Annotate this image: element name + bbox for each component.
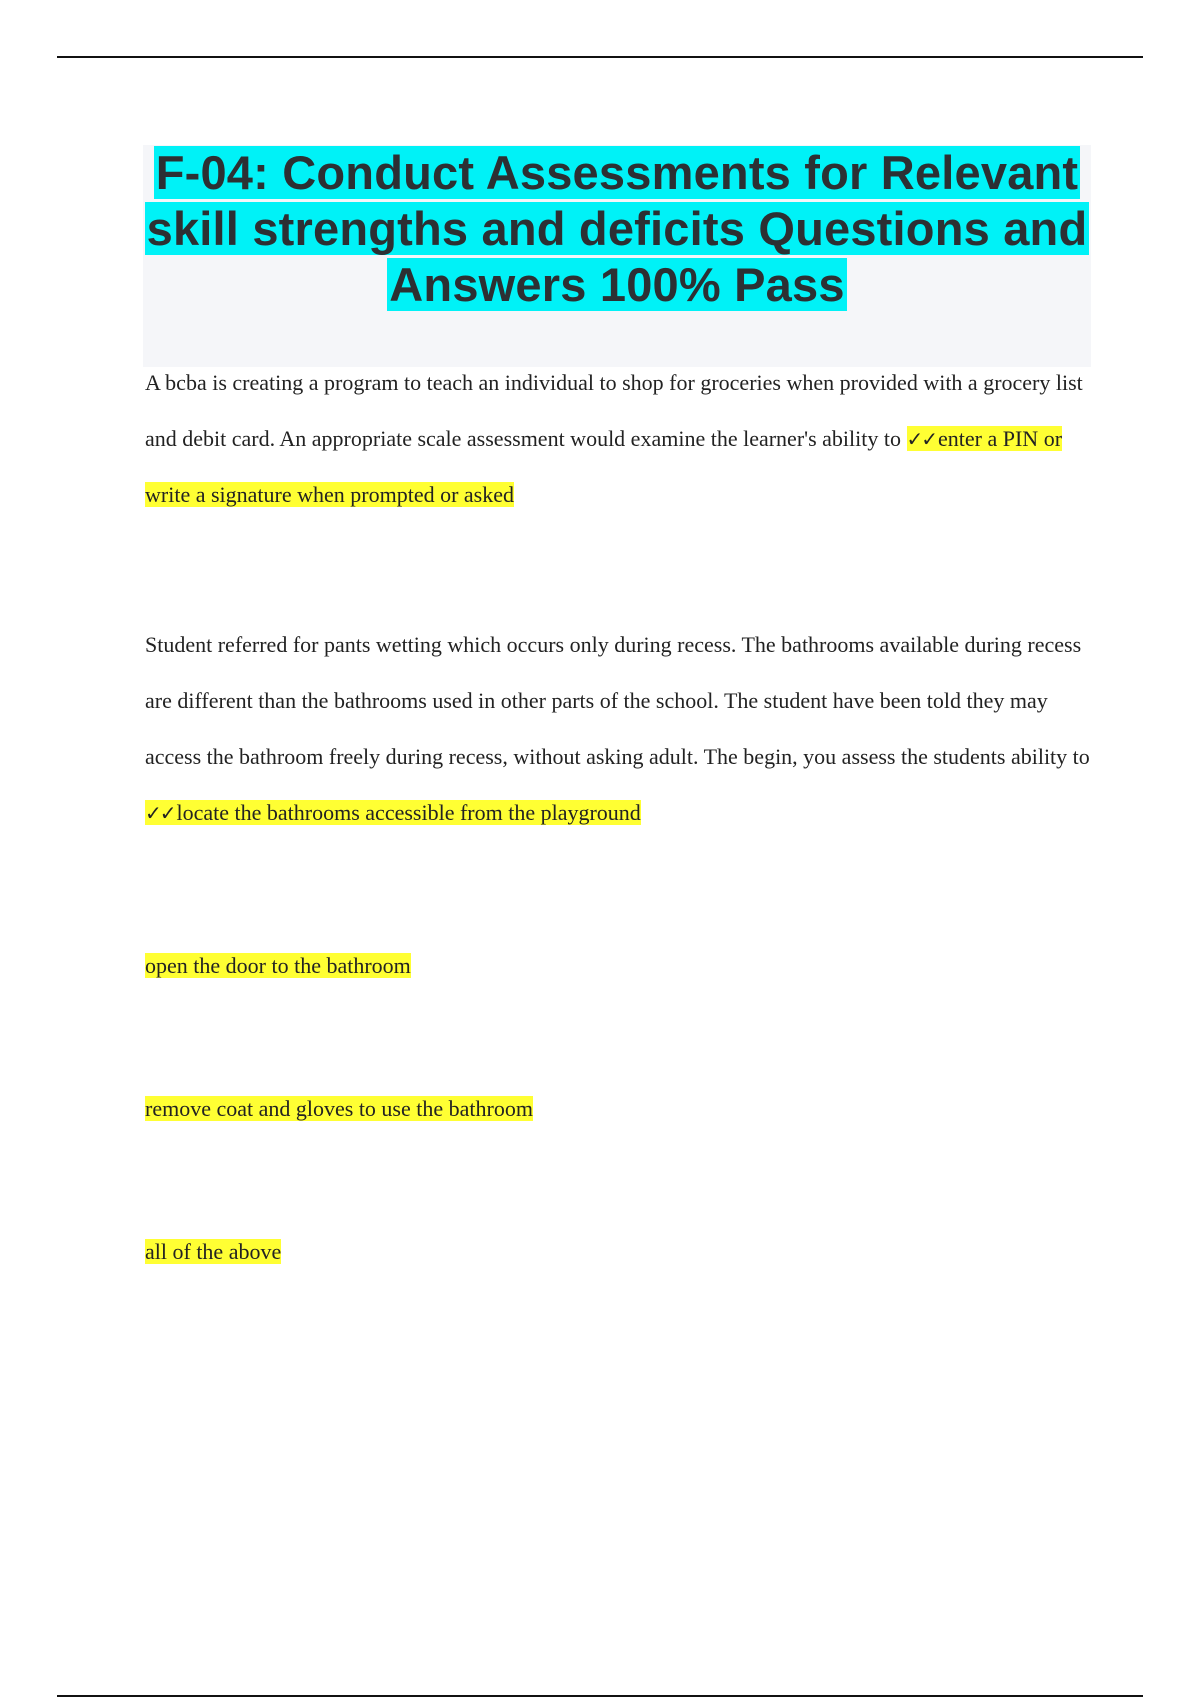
question-2-prompt: Student referred for pants wetting which occurs only during recess. The bathrooms available during recess are different than the bathrooms used in other parts of the school. The student have been told they may access the bathroom freely during recess, without asking adult. The begin, you assess the students ability to [145, 632, 1090, 769]
answer-option-1 [145, 951, 411, 981]
check-mark-icon: ✓✓ [145, 801, 175, 825]
bottom-rule [57, 1695, 1143, 1697]
answer-option-2-text: remove coat and gloves to use the bathroom [145, 1096, 533, 1121]
answer-option-3 [145, 1237, 281, 1267]
question-2 [145, 617, 1105, 841]
title-block [143, 145, 1091, 367]
answer-option-3-text: all of the above [145, 1239, 282, 1264]
question-2-answer [145, 800, 641, 825]
question-1-prompt: A bcba is creating a program to teach an individual to shop for groceries when provided with a grocery list and debit card. An appropriate scale assessment would examine the learner's ability to [145, 370, 1083, 451]
question-1 [145, 355, 1105, 523]
top-rule [57, 56, 1143, 58]
document-title [143, 145, 1091, 313]
check-mark-icon: ✓✓ [906, 427, 937, 451]
document-title-text: F-04: Conduct Assessments for Relevant skill strengths and deficits Questions and Answers 100% Pass [146, 146, 1088, 311]
answer-option-1-text: open the door to the bathroom [145, 953, 411, 978]
question-1-answer-text: enter a PIN or write a signature when prompted or asked [145, 426, 1063, 507]
question-2-answer-text: locate the bathrooms accessible from the playground [176, 800, 641, 825]
answer-option-2 [145, 1094, 533, 1124]
